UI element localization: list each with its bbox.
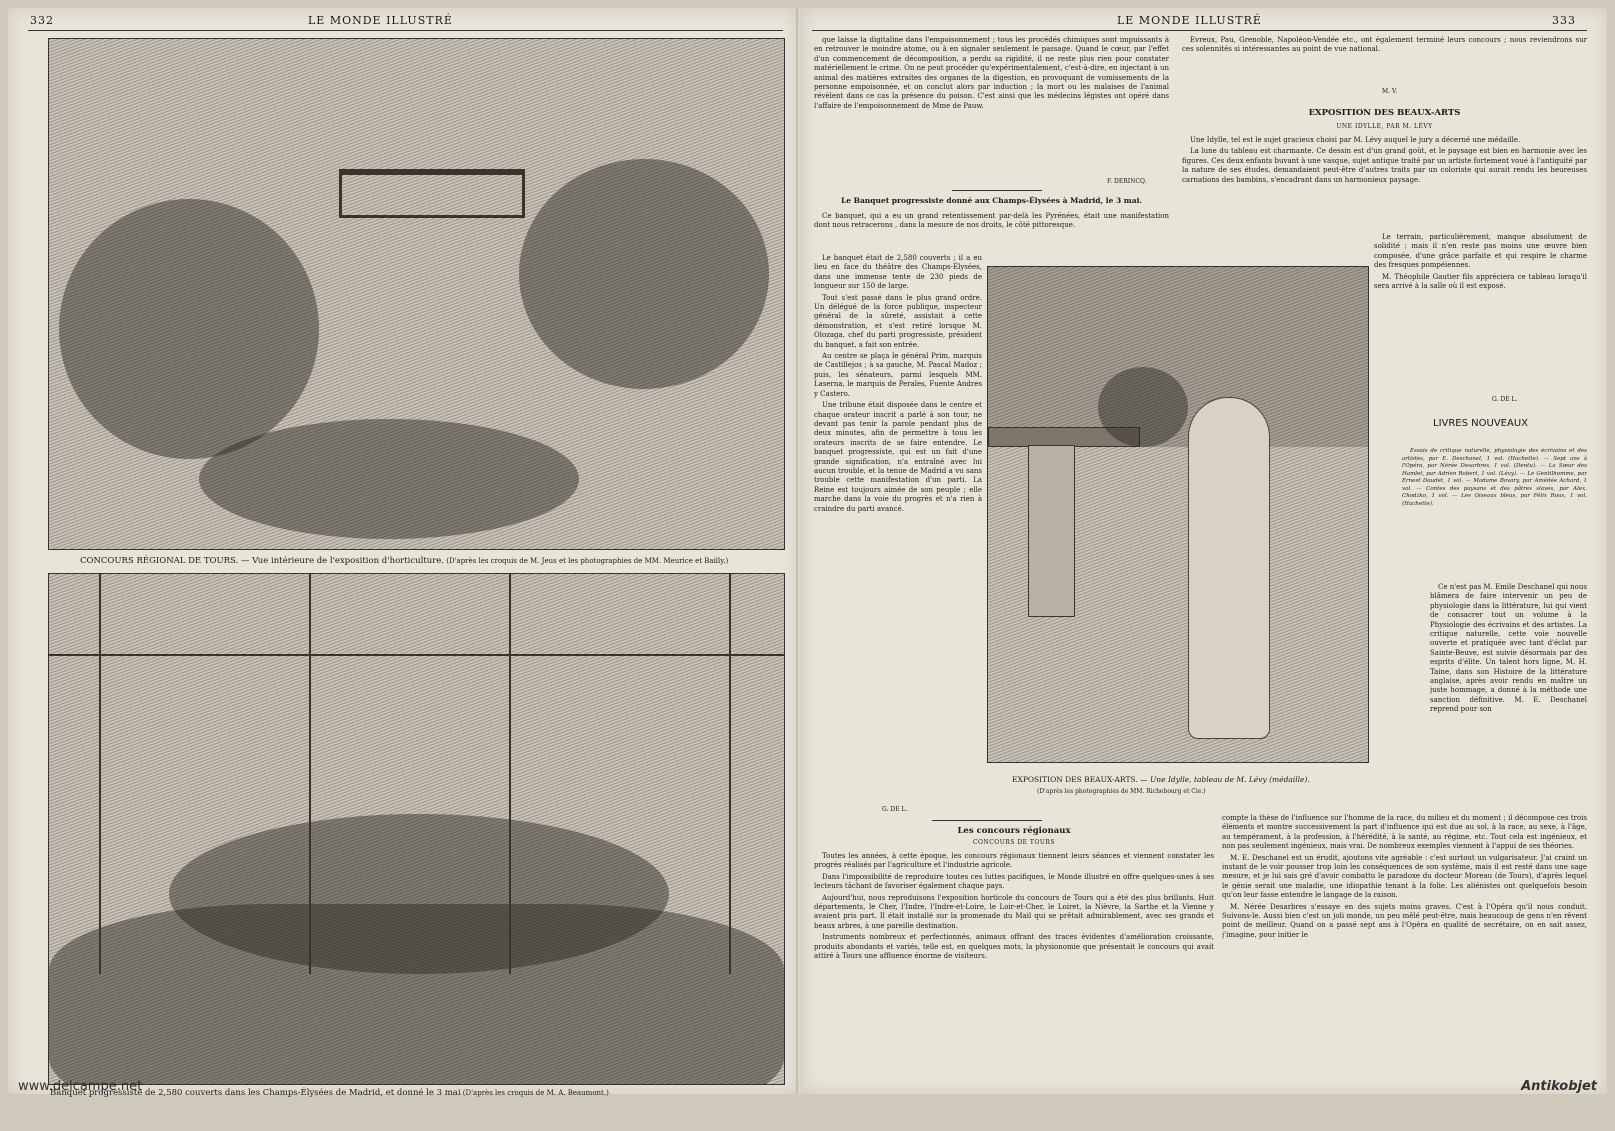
bridge-illustration [339, 169, 525, 218]
right-page [802, 8, 1607, 1094]
exposition-intro: Evreux, Pau, Grenoble, Napoléon-Vendée etc., ont également terminé leurs concours ; nous reviendrons sur ces solennités si intéressantes au point de vue national. [1182, 36, 1587, 54]
livres-review: Ce n'est pas M. Émile Deschanel qui nous blâmera de faire intervenir un peu de physiologie dans la littérature, lui qui vient de consacrer tout un volume à la Physiologie des écrivains et des artistes. La critique naturelle, cette voie nouvelle ouverte et pratiquée avec tant d'éclat par Sainte-Beuve, est suivie désormais par des esprits d'élite. Un talent hors ligne, M. H. Taine, dans son Histoire de la littérature anglaise, après avoir rendu en maître un juste hommage, a donné à la méthode une sanction définitive. M. E. Deschanel reprend pour son [1430, 583, 1587, 714]
separator [952, 190, 1042, 191]
watermark-left: www.delcampe.net [18, 1079, 143, 1094]
right-running-title: LE MONDE ILLUSTRÉ [1117, 14, 1262, 27]
concours-article: Toutes les années, à cette époque, les concours régionaux tiennent leurs séances et viennent constater les progrès réalisés par l'agriculture et l'industrie agricole. Dans l'impossibilité de reproduire toutes ces luttes pacifiques, le Monde illustré en offre quelques-unes à ses lecteurs tâchant de favoriser également chaque pays. Aujourd'hui, nous reproduisons l'exposition horticole du concours de Tours qui a été des plus brillants. Huit départements, le Cher, l'Indre, l'Indre-et-Loire, le Loir-et-Cher, le Loiret, la Nièvre, la Sarthe et la Vienne y avaient pris part. Il était installé sur la promenade du Mail qui se prêtait admirablement, avec ses grands et beaux arbres, à une pareille destination. Instruments nombreux et perfectionnés, animaux offrant des traces évidentes d'amélioration croissante, produits abondants et variés, telle est, en quelques mots, la physionomie que présentait le concours qui avait attiré à Tours une affluence énorme de visiteurs. [814, 852, 1214, 961]
deschanel-article: compte la thèse de l'influence sur l'homme de la race, du milieu et du moment ; il décompose ces trois éléments et montre successivement la part d'influence qui est due au sol, à la race, au sexe, à l'âge, au tempérament, à la profession, à l'hérédité, à la santé, au régime, etc. Tout cela est ingénieux, et non pas seulement ingénieux, mais vrai. De nombreux exemples viennent à l'appui de ses théories. M. E. Deschanel est un érudit, ajoutons vite agréable : c'est surtout un vulgarisateur. J'ai craint un instant de le voir pousser trop loin les conséquences de son système, mais il est resté dans une sage mesure, et je lui sais gré d'avoir combattu le paradoxe du docteur Moreau (de Tours), d'après lequel le génie serait une maladie, une idiopathie tenant à la folie. Les aliénistes ont quelquefois besoin qu'on leur fasse entendre le langage de la raison. M. Nérée Desarbres s'essaye en des sujets moins graves. C'est à l'Opéra qu'il nous conduit. Suivons-le. Aussi bien c'est un joli monde, un peu mêlé peut-être, mais beaucoup de gens n'en rêvent point de meilleur. Quand on a passé sept ans à l'Opéra en qualité de secrétaire, on en sait assez, j'imagine, pour initier le [1222, 814, 1587, 939]
banquet-caption: Banquet progressiste de 2,580 couverts dans les Champs-Élysées de Madrid, et donné le 3 mai (D'après les croquis de M. A. Beaumont.) [50, 1088, 609, 1098]
idylle-credit: (D'après les photographies de MM. Richebourg et Cie.) [1037, 788, 1206, 795]
right-page-number: 333 [1552, 14, 1576, 27]
beaux-arts-signature: G. DE L. [1492, 396, 1518, 403]
watermark-right: Antikobjet [1521, 1079, 1597, 1094]
exposition-signature: M. V. [1382, 88, 1398, 95]
concours-heading: Les concours régionaux [957, 826, 1071, 836]
beaux-arts-subheading: UNE IDYLLE, PAR M. LÉVY [1336, 123, 1433, 130]
livres-list: Essais de critique naturelle, physiologie des écrivains et des artistes, par E. Deschanel, 1 vol. (Hachette). — Sept ans à l'Opéra, par Nérée Desarbres, 1 vol. (Dentu). — La Sœur des Hamlet, par Adrien Robert, 1 vol. (Lévy). — Le Gentilhomme, par Ernest Daudet, 1 vol. — Madame Bovary, par Amédée Achard, 1 vol. — Contes des paysans et des pâtres slaves, par Alex. Chodzko, 1 vol. — Les Oiseaux bleus, par Félix Roux, 1 vol. (Hachette). [1402, 448, 1587, 507]
tours-caption: CONCOURS RÉGIONAL DE TOURS. — Vue intérieure de l'exposition d'horticulture. (D'après les croquis de M. Jeus et les photographies de MM. Meurice et Bailly.) [80, 556, 729, 566]
header-rule-right [812, 30, 1587, 31]
separator-2 [932, 820, 1042, 821]
header-rule [28, 30, 783, 31]
left-page [8, 8, 798, 1098]
left-running-title: LE MONDE ILLUSTRÉ [308, 14, 453, 27]
left-page-number: 332 [30, 14, 54, 27]
fountain-column [1028, 445, 1075, 617]
banquet-signature: G. DE L. [882, 806, 908, 813]
tours-horticulture-engraving [48, 38, 785, 550]
banquet-intro: Ce banquet, qui a eu un grand retentissement par-delà les Pyrénées, était une manifestation dont nous retracerons , dans la mesure de nos droits, le côté pittoresque. [814, 212, 1169, 230]
idylle-engraving [987, 266, 1369, 763]
banquet-column: Le banquet était de 2,580 couverts ; il a eu lieu en face du théâtre des Champs-Élysées, dans une immense tente de 230 pieds de longueur sur 150 de large. Tout s'est passé dans le plus grand ordre. Un délégué de la force publique, inspecteur général de la sûreté, assistait à cette démonstration, et s'est retiré lorsque M. Olozaga, chef du parti progressiste, président du banquet, a fait son entrée. Au centre se plaça le général Prim, marquis de Castillejos ; à sa gauche, M. Pascal Madoz ; puis, les sénateurs, parmi lesquels MM. Laserna, le marquis de Perales, Fuente Andres y Castero. Une tribune était disposée dans le centre et chaque orateur inscrit a parlé à son tour, ne devant pas tenir la parole pendant plus de deux minutes, afin de permettre à tous les orateurs inscrits de se faire entendre. Le banquet progressiste, qui est un fait d'une grande signification, n'a entraîné avec lui aucun trouble, et la tenue de Madrid a vu sans trouble cette manifestation d'un parti. La Reine est toujours aimée de son peuple ; elle marche dans la voie du progrès et n'a rien à craindre du parti avancé. [814, 254, 982, 513]
beaux-arts-heading: EXPOSITION DES BEAUX-ARTS [1308, 108, 1461, 118]
idylle-caption: EXPOSITION DES BEAUX-ARTS. — Une Idylle, tableau de M. Lévy (médaille). [1012, 775, 1310, 784]
poison-signature: F. DERINCQ. [1107, 178, 1147, 185]
banquet-heading: Le Banquet progressiste donné aux Champs-Élysées à Madrid, le 3 mai. [840, 196, 1143, 205]
figure-girl [1188, 397, 1270, 739]
beaux-arts-text-wide: Une Idylle, tel est le sujet gracieux choisi par M. Lévy auquel le jury a décerné une médaille. La lune du tableau est charmante. Ce dessin est d'un grand goût, et le paysage est bien en harmonie avec les figures. Ces deux enfants buvant à une vasque, sujet antique traité par un artiste fortement voué à l'antiquité par la nature de ses études, demandaient peut-être d'autres traits par un coloriste qui aurait rendu les heureuses carnations des bambins, s'encadrant dans un harmonieux paysage. [1182, 136, 1587, 184]
livres-nouveaux-heading: LIVRES NOUVEAUX [1433, 418, 1528, 429]
beaux-arts-text-narrow: Le terrain, particulièrement, manque absolument de solidité ; mais il n'en reste pas moins une œuvre bien composée, d'une grâce parfaite et qui respire le charme des fresques pompéiennes. M. Théophile Gautier fils appréciera ce tableau lorsqu'il sera arrivé à la salle où il est exposé. [1374, 233, 1587, 291]
concours-subheading: CONCOURS DE TOURS [972, 839, 1056, 846]
poison-article: que laisse la digitaline dans l'empoisonnement ; tous les procédés chimiques sont impuissants à en retrouver le moindre atome, ou à en signaler seulement le passage. Quand le cœur, par l'effet d'un commencement de décomposition, a perdu sa rigidité, il ne reste plus rien pour constater matériellement le crime. On ne peut procéder qu'expérimentalement, c'est-à-dire, en injectant à un animal des matières extraites des organes de la digestion, en provoquant de vomissements de la personne empoisonnée, et on conclut alors par induction ; la mort ou les malaises de l'animal révèlent dans ce cas la présence du poison. C'est ainsi que les médecins légistes ont opéré dans l'affaire de l'empoisonnement de Mme de Pauw. [814, 36, 1169, 110]
madrid-banquet-engraving [48, 573, 785, 1085]
